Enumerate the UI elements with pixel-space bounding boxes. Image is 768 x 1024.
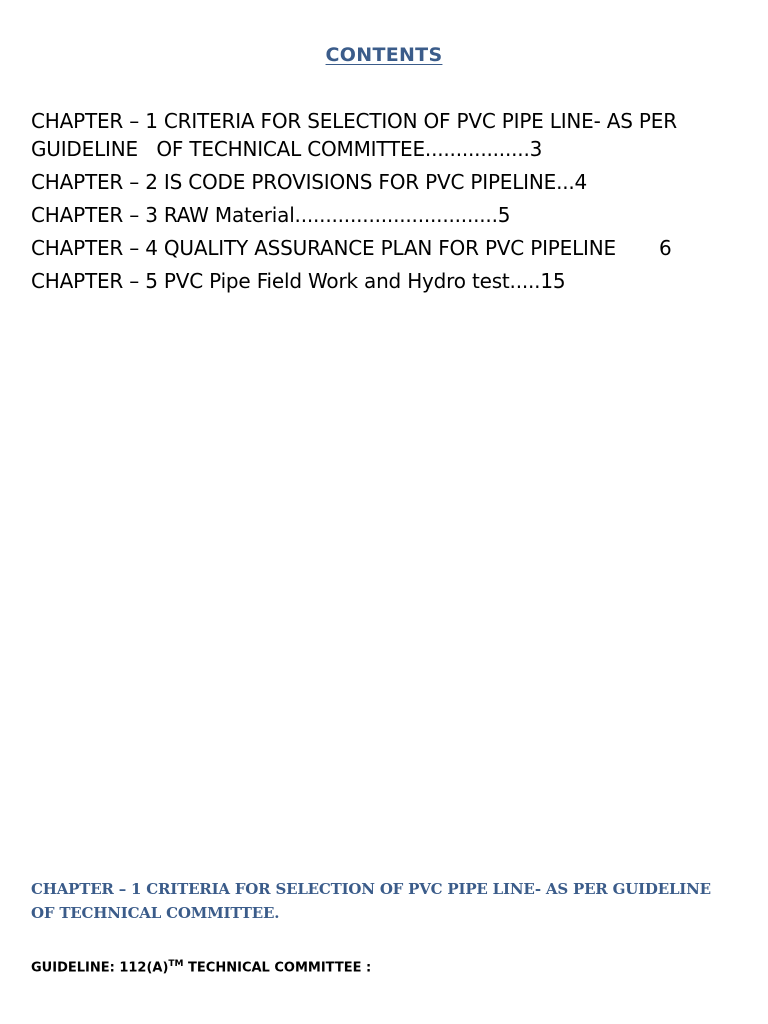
chapter-1-heading: CHAPTER – 1 CRITERIA FOR SELECTION OF PVC PIPE LINE- AS PER GUIDELINE OF TECHNICAL COMMITTEE. <box>31 880 711 922</box>
trademark-mark: TM <box>168 959 184 969</box>
toc-entry-chapter-3[interactable]: CHAPTER – 3 RAW Material.................................5 <box>31 203 511 227</box>
guideline-line <box>31 954 731 978</box>
table-of-contents <box>31 107 731 300</box>
toc-entry-chapter-4[interactable]: CHAPTER – 4 QUALITY ASSURANCE PLAN FOR PVC PIPELINE 6 <box>31 236 672 260</box>
toc-entry-chapter-1[interactable]: CHAPTER – 1 CRITERIA FOR SELECTION OF PVC PIPE LINE- AS PER GUIDELINE OF TECHNICAL COMMITTEE.................3 <box>31 109 684 161</box>
guideline-suffix: TECHNICAL COMMITTEE : <box>183 960 372 976</box>
toc-entry-chapter-2[interactable]: CHAPTER – 2 IS CODE PROVISIONS FOR PVC PIPELINE...4 <box>31 170 588 194</box>
toc-entry-chapter-5[interactable]: CHAPTER – 5 PVC Pipe Field Work and Hydro test.....15 <box>31 269 566 293</box>
contents-title: CONTENTS <box>325 44 443 66</box>
guideline-prefix: GUIDELINE: 112(A) <box>31 960 169 976</box>
